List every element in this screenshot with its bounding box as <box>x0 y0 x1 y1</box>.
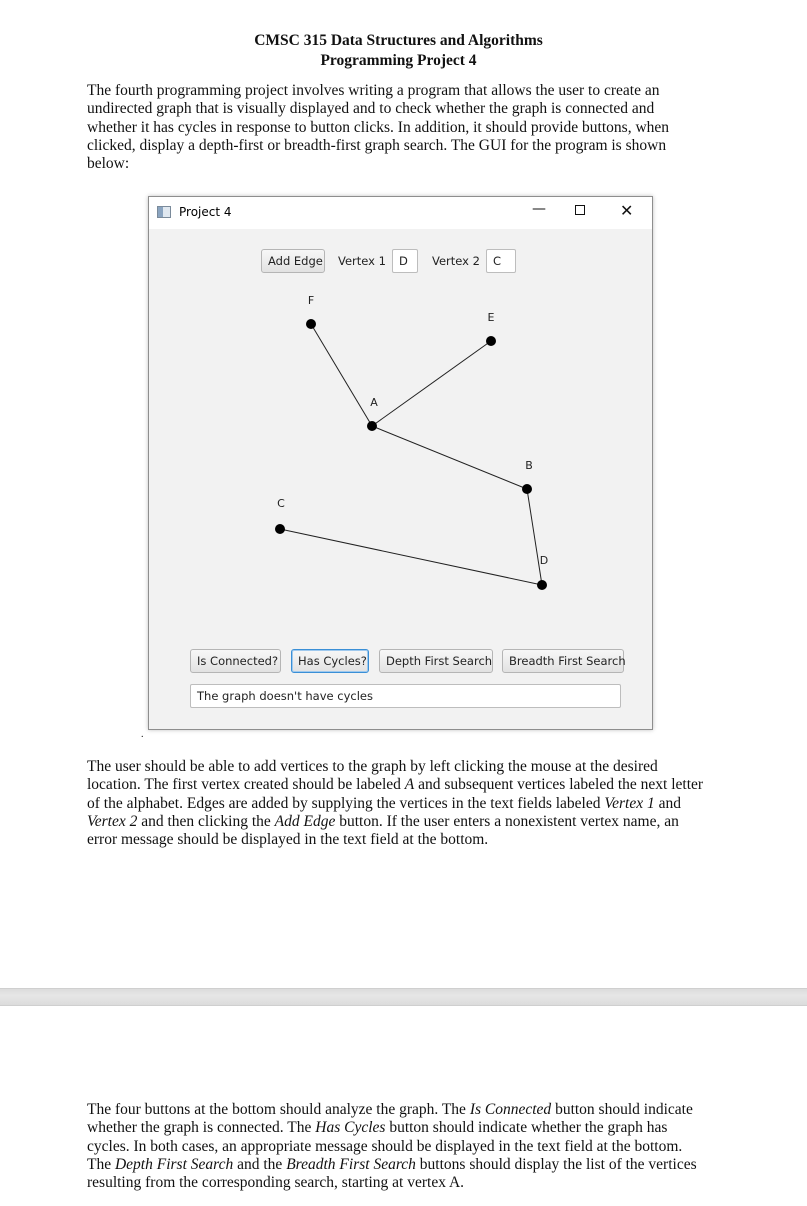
graph-canvas[interactable] <box>149 197 652 637</box>
app-window-screenshot <box>148 196 653 730</box>
graph-vertex-label: D <box>539 554 549 567</box>
graph-edge-A-B <box>372 426 527 489</box>
graph-vertex-label: A <box>370 396 378 409</box>
buttons-instructions-paragraph: The four buttons at the bottom should analyze the graph. The Is Connected button should indicate whether the graph is connected. The Has Cycles button should indicate whether the graph has cycles. In both cases, an appropriate message should be displayed in the text field at the bottom. The Depth First Search and the Breadth First Search buttons should display the list of the vertices resulting from the corresponding search, starting at vertex A. <box>87 1101 697 1192</box>
minimize-icon[interactable]: — <box>532 201 546 217</box>
stray-mark: . <box>141 729 144 740</box>
graph-vertex-E[interactable] <box>486 336 496 346</box>
is-connected-button[interactable]: Is Connected? <box>190 649 281 673</box>
depth-first-search-button[interactable]: Depth First Search <box>379 649 493 673</box>
graph-edge-C-D <box>280 529 542 585</box>
graph-vertex-label: B <box>525 459 533 472</box>
window-title: Project 4 <box>179 205 232 219</box>
graph-vertex-label: E <box>487 311 495 324</box>
vertex2-input[interactable]: C <box>486 249 516 273</box>
graph-vertex-A[interactable] <box>367 421 377 431</box>
graph-vertex-B[interactable] <box>522 484 532 494</box>
graph-vertex-label: C <box>277 497 285 510</box>
graph-vertex-D[interactable] <box>537 580 547 590</box>
output-field[interactable]: The graph doesn't have cycles <box>190 684 621 708</box>
intro-paragraph: The fourth programming project involves writing a program that allows the user to create an undirected graph that is visually displayed and to check whether the graph is connected and whether it has cycles in response to button clicks. In addition, it should provide buttons, when clicked, display a depth-first or breadth-first graph search. The GUI for the program is shown below: <box>87 82 670 173</box>
page-title <box>0 31 797 71</box>
has-cycles-button[interactable]: Has Cycles? <box>291 649 369 673</box>
graph-edge-F-A <box>311 324 372 426</box>
page-break <box>0 988 807 1006</box>
course-title: CMSC 315 Data Structures and Algorithms <box>254 32 543 49</box>
vertex1-input[interactable]: D <box>392 249 418 273</box>
close-icon[interactable]: ✕ <box>620 201 634 220</box>
vertex-instructions-paragraph: The user should be able to add vertices to the graph by left clicking the mouse at the desired location. The first vertex created should be labeled A and subsequent vertices labeled the next letter of the alphabet. Edges are added by supplying the vertices in the text fields labeled Vertex 1 and Vertex 2 and then clicking the Add Edge button. If the user enters a nonexistent vertex name, an error message should be displayed in the text field at the bottom. <box>87 758 704 849</box>
graph-edge-B-D <box>527 489 542 585</box>
vertex1-label: Vertex 1 <box>338 254 386 268</box>
breadth-first-search-button[interactable]: Breadth First Search <box>502 649 624 673</box>
graph-vertex-F[interactable] <box>306 319 316 329</box>
graph-vertex-C[interactable] <box>275 524 285 534</box>
project-title: Programming Project 4 <box>320 52 477 69</box>
vertex2-label: Vertex 2 <box>432 254 480 268</box>
graph-edge-E-A <box>372 341 491 426</box>
add-edge-button[interactable]: Add Edge <box>261 249 325 273</box>
graph-vertex-label: F <box>307 294 315 307</box>
